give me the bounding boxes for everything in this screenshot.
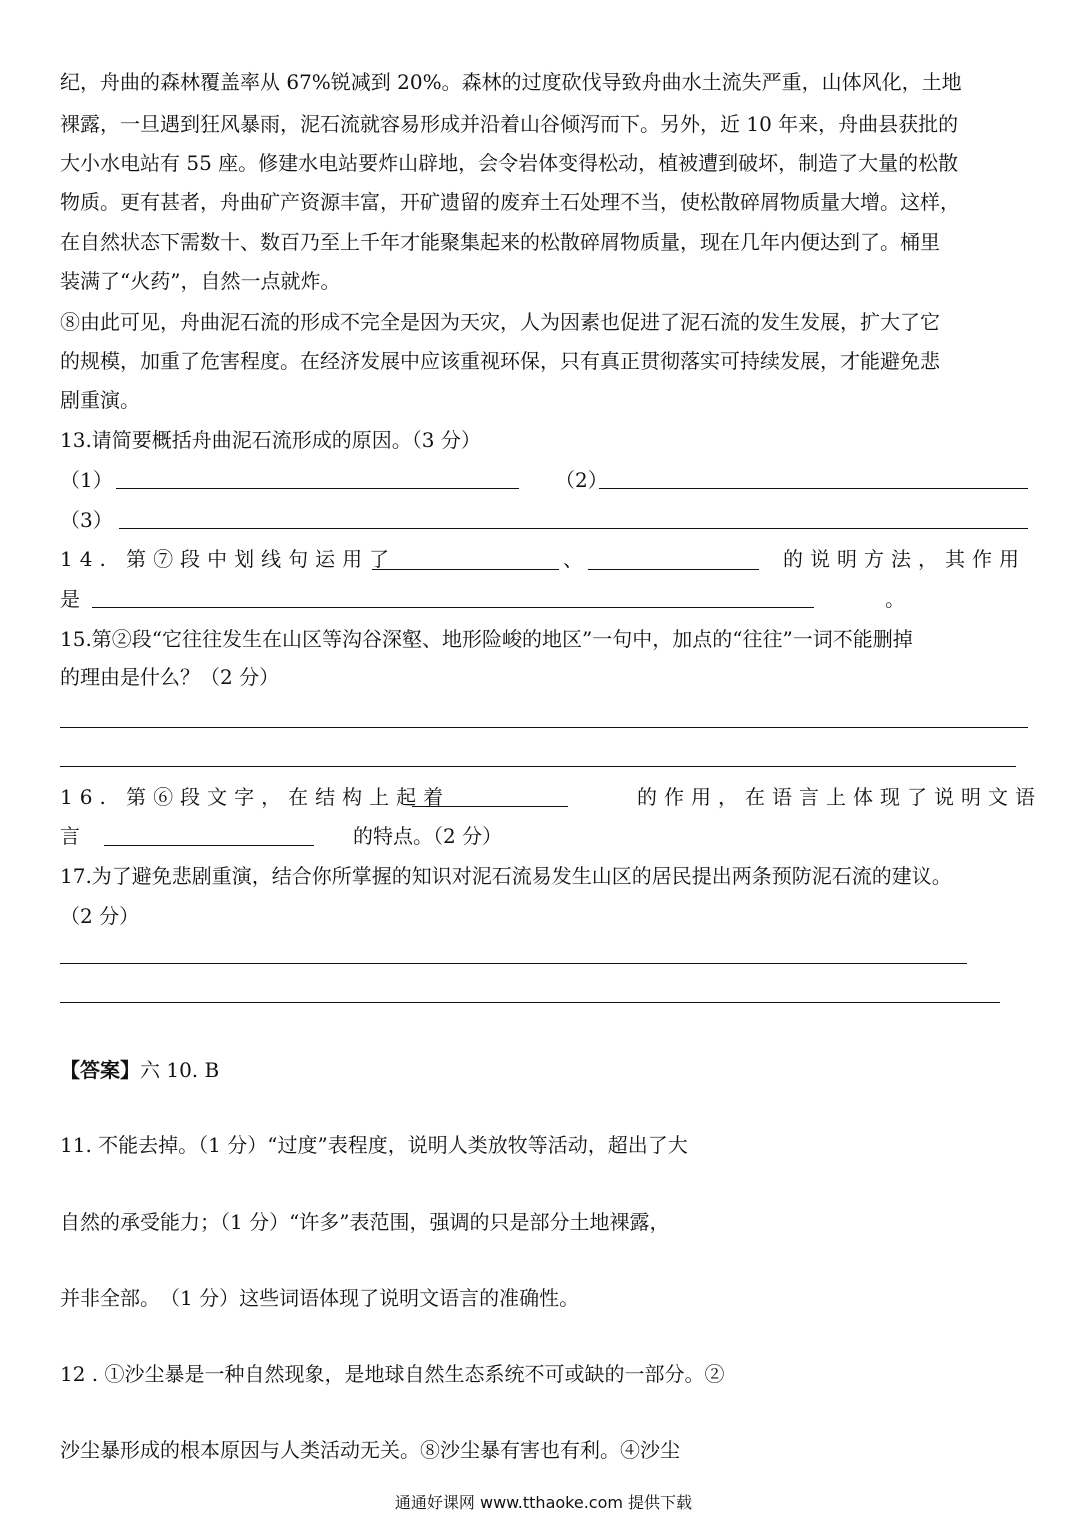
answer-label: 【答案】 xyxy=(60,1058,140,1082)
passage-line: 的规模，加重了危害程度。在经济发展中应该重视环保，只有真正贯彻落实可持续发展，才能避免悲 xyxy=(60,349,940,373)
q14-answer-blank-3[interactable] xyxy=(92,607,814,608)
answer-12-line: 12 . ①沙尘暴是一种自然现象，是地球自然生态系统不可或缺的一部分。② xyxy=(60,1362,725,1386)
q14-answer-blank-2[interactable] xyxy=(588,569,759,570)
q16-answer-blank-2[interactable] xyxy=(104,845,314,846)
q14-answer-blank-1[interactable] xyxy=(372,569,559,570)
question-16-part1: 16. 第⑥段文字，在结构上起着 xyxy=(60,785,451,809)
q13-answer-blank-1[interactable] xyxy=(116,488,519,489)
q16-answer-blank-1[interactable] xyxy=(412,806,568,807)
passage-line: 物质。更有甚者，舟曲矿产资源丰富，开矿遗留的废弃土石处理不当，使松散碎屑物质量大增。这样， xyxy=(60,190,960,214)
question-15-line2: 的理由是什么？（2 分） xyxy=(60,665,280,689)
q17-answer-line-1[interactable] xyxy=(60,963,967,964)
question-13: 13.请简要概括舟曲泥石流形成的原因。（3 分） xyxy=(60,428,481,452)
question-14-part3: 是 xyxy=(60,587,80,611)
question-16-part4: 的特点。（2 分） xyxy=(353,824,503,848)
answer-11-line: 自然的承受能力；（1 分）“许多”表范围，强调的只是部分土地裸露， xyxy=(60,1210,670,1234)
passage-line: ⑧由此可见，舟曲泥石流的形成不完全是因为天灾，人为因素也促进了泥石流的发生发展，扩大了它 xyxy=(60,310,940,334)
passage-line: 纪，舟曲的森林覆盖率从 67%锐减到 20%。森林的过度砍伐导致舟曲水土流失严重，山体风化，土地 xyxy=(60,70,962,94)
q17-answer-line-2[interactable] xyxy=(60,1002,1000,1003)
question-14-part1: 14. 第⑦段中划线句运用了 xyxy=(60,547,397,571)
answer-11-line: 11. 不能去掉。（1 分）“过度”表程度，说明人类放牧等活动，超出了大 xyxy=(60,1133,688,1157)
question-16-part3: 言 xyxy=(60,824,80,848)
passage-line: 装满了“火药”，自然一点就炸。 xyxy=(60,269,341,293)
q13-answer-blank-2[interactable] xyxy=(599,488,1028,489)
passage-line: 剧重演。 xyxy=(60,388,140,412)
passage-line: 在自然状态下需数十、数百乃至上千年才能聚集起来的松散碎屑物质量，现在几年内便达到了。桶里 xyxy=(60,230,940,254)
question-14-part2: 的说明方法，其作用 xyxy=(783,547,1026,571)
answer-heading xyxy=(60,1058,219,1082)
passage-line: 裸露，一旦遇到狂风暴雨，泥石流就容易形成并沿着山谷倾泻而下。另外，近 10 年来，舟曲县获批的 xyxy=(60,112,959,136)
passage-line: 大小水电站有 55 座。修建水电站要炸山辟地，会令岩体变得松动，植被遭到破坏，制造了大量的松散 xyxy=(60,151,959,175)
q15-answer-line-1[interactable] xyxy=(60,727,1028,728)
q14-separator: 、 xyxy=(563,547,583,571)
question-16-part2: 的作用，在语言上体现了说明文语 xyxy=(637,785,1042,809)
q13-answer-blank-3[interactable] xyxy=(119,528,1028,529)
question-14-end: 。 xyxy=(885,587,905,611)
answer-12-line: 沙尘暴形成的根本原因与人类活动无关。⑧沙尘暴有害也有利。④沙尘 xyxy=(60,1438,680,1462)
q15-answer-line-2[interactable] xyxy=(60,766,1016,767)
q13-blank-1-label: （1） xyxy=(60,468,113,492)
q13-blank-3-label: （3） xyxy=(60,508,113,532)
question-17-line1: 17.为了避免悲剧重演，结合你所掌握的知识对泥石流易发生山区的居民提出两条预防泥石流的建议。 xyxy=(60,864,952,888)
question-17-line2: （2 分） xyxy=(60,904,140,928)
answer-head-text: 六 10. B xyxy=(140,1058,220,1082)
answer-11-line: 并非全部。 （1 分）这些词语体现了说明文语言的准确性。 xyxy=(60,1286,580,1310)
footer-source: 通通好课网 www.tthaoke.com 提供下载 xyxy=(394,1493,693,1512)
q13-blank-2-label: （2） xyxy=(555,468,608,492)
question-15-line1: 15.第②段“它往往发生在山区等沟谷深壑、地形险峻的地区”一句中，加点的“往往”一词不能删掉 xyxy=(60,627,913,651)
